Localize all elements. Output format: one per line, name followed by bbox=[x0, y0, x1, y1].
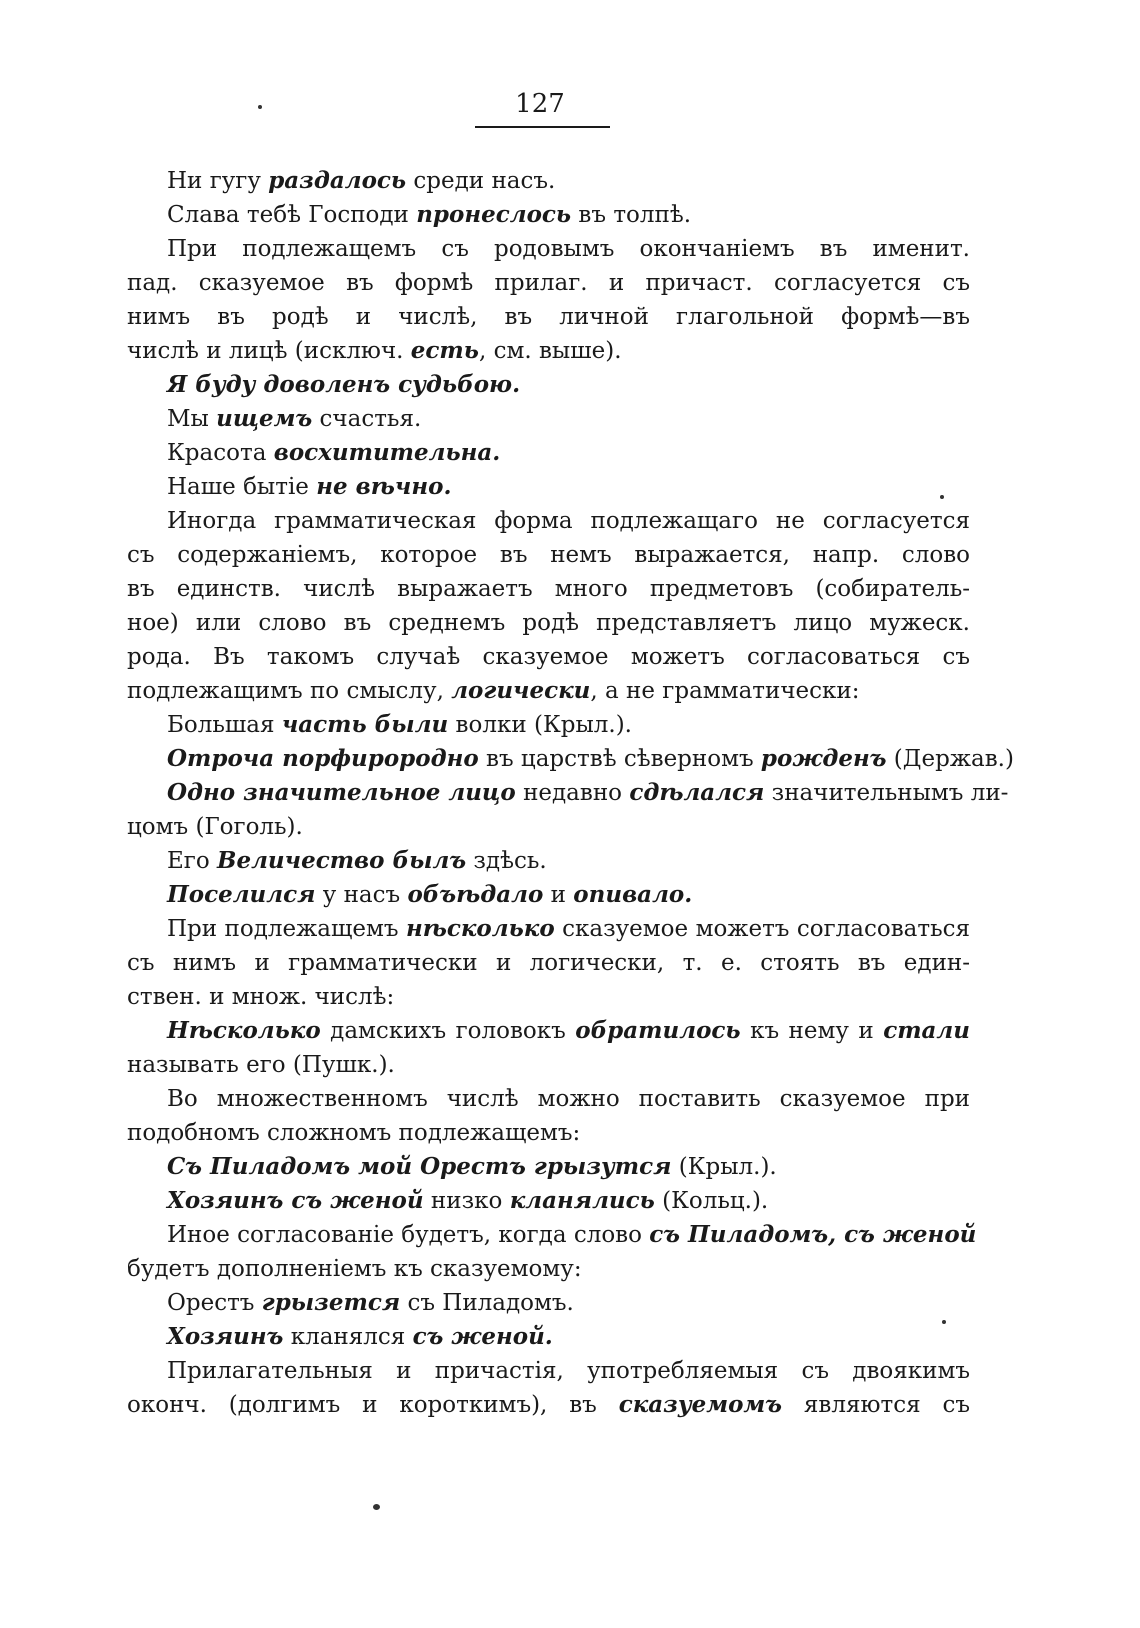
emphasized-text: ищемъ bbox=[216, 405, 313, 432]
text-line bbox=[127, 674, 970, 708]
text-run: и bbox=[543, 882, 574, 908]
emphasized-text: Я bbox=[167, 371, 196, 398]
text-run: Наше бытiе bbox=[167, 474, 317, 500]
emphasized-text: восхитительна. bbox=[273, 439, 501, 466]
text-run: При подлежащемъ съ родовымъ окончанiемъ въ именит. bbox=[167, 236, 970, 262]
text-run: Прилагательныя и причастiя, употребляемыя съ двоякимъ bbox=[167, 1358, 970, 1384]
text-line bbox=[127, 1048, 970, 1082]
text-line bbox=[127, 810, 970, 844]
text-run: Иногда грамматическая форма подлежащаго не согласуется bbox=[167, 508, 970, 534]
text-run: Орестъ bbox=[167, 1290, 262, 1316]
page-number: 127 bbox=[515, 89, 565, 119]
emphasized-text: Поселился bbox=[167, 881, 316, 908]
text-line bbox=[127, 334, 970, 368]
text-run: съ Пиладомъ. bbox=[400, 1290, 574, 1316]
emphasized-text: съ женой. bbox=[412, 1323, 553, 1350]
emphasized-text: пронеслось bbox=[416, 201, 572, 228]
text-line bbox=[127, 300, 970, 334]
text-line bbox=[127, 402, 970, 436]
text-run: Ни гугу bbox=[167, 168, 269, 194]
emphasized-text: Нѣсколько bbox=[167, 1017, 321, 1044]
text-line bbox=[127, 606, 970, 640]
text-run: съ содержанiемъ, которое въ немъ выражается, напр. слово bbox=[127, 542, 970, 568]
text-line bbox=[127, 1116, 970, 1150]
text-run: значительнымъ ли- bbox=[764, 780, 1009, 806]
text-run: съ нимъ и грамматически и логически, т. е. стоять въ един- bbox=[127, 950, 970, 976]
text-line bbox=[127, 1014, 970, 1048]
text-line bbox=[127, 1286, 970, 1320]
emphasized-text: раздалось bbox=[268, 167, 407, 194]
emphasized-text: опивало. bbox=[573, 881, 693, 908]
text-line bbox=[127, 368, 970, 402]
emphasized-text: рожденъ bbox=[760, 745, 887, 772]
text-line bbox=[127, 198, 970, 232]
text-run: сказуемое можетъ согласоваться bbox=[554, 916, 970, 942]
text-run: среди насъ. bbox=[406, 168, 556, 194]
print-speck bbox=[940, 495, 944, 499]
text-line bbox=[127, 1354, 970, 1388]
text-run: подобномъ сложномъ подлежащемъ: bbox=[127, 1120, 581, 1146]
emphasized-text: Съ Пиладомъ мой Орестъ грызутся bbox=[167, 1153, 672, 1180]
text-line bbox=[127, 776, 1009, 810]
emphasized-text: съ Пиладомъ, съ женой bbox=[649, 1221, 977, 1248]
text-run: (Крыл.). bbox=[671, 1154, 777, 1180]
emphasized-text: логически bbox=[451, 677, 591, 704]
text-run: у насъ bbox=[315, 882, 408, 908]
text-run: цомъ (Гоголь). bbox=[127, 814, 303, 840]
text-run: Мы bbox=[167, 406, 217, 432]
emphasized-text: есть bbox=[410, 337, 479, 364]
emphasized-text: кланялись bbox=[509, 1187, 655, 1214]
text-run: дамскихъ головокъ bbox=[320, 1018, 576, 1044]
emphasized-text: обратилось bbox=[575, 1017, 741, 1044]
text-line bbox=[127, 946, 970, 980]
text-line bbox=[127, 912, 970, 946]
emphasized-text: Одно значительное лицо bbox=[167, 779, 516, 806]
text-line bbox=[127, 232, 970, 266]
text-run: оконч. (долгимъ и короткимъ), въ bbox=[127, 1392, 619, 1418]
text-run: Его bbox=[167, 848, 217, 874]
text-line bbox=[127, 1082, 970, 1116]
text-run: ное) или слово въ среднемъ родѣ представляетъ лицо мужеск. bbox=[127, 610, 970, 636]
text-run: здѣсь. bbox=[466, 848, 547, 874]
emphasized-text: стали bbox=[883, 1017, 970, 1044]
text-run: называть его (Пушк.). bbox=[127, 1052, 395, 1078]
emphasized-text: Хозяинъ съ женой bbox=[167, 1187, 424, 1214]
text-line bbox=[127, 436, 970, 470]
text-run: ствен. и множ. числѣ: bbox=[127, 984, 395, 1010]
text-line bbox=[127, 742, 1014, 776]
text-line bbox=[127, 572, 970, 606]
text-line bbox=[127, 1218, 977, 1252]
text-line bbox=[127, 640, 970, 674]
emphasized-text: часть были bbox=[281, 711, 449, 738]
page-number-rule bbox=[475, 126, 610, 128]
text-run: подлежащимъ по смыслу, bbox=[127, 678, 452, 704]
page-body-text bbox=[127, 164, 1014, 1422]
print-speck bbox=[942, 1320, 946, 1324]
text-line bbox=[127, 980, 970, 1014]
text-run: Большая bbox=[167, 712, 282, 738]
text-run: кланялся bbox=[283, 1324, 413, 1350]
text-line bbox=[127, 538, 970, 572]
text-line bbox=[127, 878, 970, 912]
emphasized-text: не вѣчно. bbox=[316, 473, 452, 500]
emphasized-text: грызется bbox=[261, 1289, 401, 1316]
text-run: (Держав.) bbox=[886, 746, 1014, 772]
text-line bbox=[127, 266, 970, 300]
emphasized-text: нѣсколько bbox=[405, 915, 555, 942]
text-run: Иное согласованiе будетъ, когда слово bbox=[167, 1222, 650, 1248]
text-run: низко bbox=[423, 1188, 510, 1214]
emphasized-text: сдѣлался bbox=[629, 779, 765, 806]
text-line bbox=[127, 1320, 970, 1354]
text-run: въ толпѣ. bbox=[571, 202, 692, 228]
text-run: въ единств. числѣ выражаетъ много предметовъ (собиратель- bbox=[127, 576, 970, 602]
text-line bbox=[127, 1388, 970, 1422]
text-run: пад. сказуемое въ формѣ прилаг. и причаст. согласуется съ bbox=[127, 270, 970, 296]
text-run: Красота bbox=[167, 440, 274, 466]
text-line bbox=[127, 1184, 970, 1218]
text-run: нимъ въ родѣ и числѣ, въ личной глагольной формѣ—въ bbox=[127, 304, 970, 330]
text-line bbox=[127, 844, 970, 878]
emphasized-text: Отроча порфирородно bbox=[167, 745, 479, 772]
text-line bbox=[127, 708, 970, 742]
emphasized-text: буду доволенъ судьбою. bbox=[195, 371, 521, 398]
text-run: счастья. bbox=[312, 406, 422, 432]
text-line bbox=[127, 1150, 970, 1184]
text-run: являются съ bbox=[782, 1392, 970, 1418]
text-run: При подлежащемъ bbox=[167, 916, 406, 942]
emphasized-text: объѣдало bbox=[407, 881, 544, 908]
text-run: волки (Крыл.). bbox=[448, 712, 632, 738]
text-line bbox=[127, 164, 970, 198]
text-line bbox=[127, 470, 970, 504]
text-run: , а не грамматически: bbox=[590, 678, 860, 704]
text-run: рода. Въ такомъ случаѣ сказуемое можетъ согласоваться съ bbox=[127, 644, 970, 670]
text-run: , см. выше). bbox=[478, 338, 622, 364]
text-run: недавно bbox=[515, 780, 630, 806]
emphasized-text: сказуемомъ bbox=[618, 1391, 783, 1418]
emphasized-text: Величество былъ bbox=[217, 847, 467, 874]
text-run: къ нему и bbox=[740, 1018, 884, 1044]
print-speck bbox=[373, 1504, 380, 1510]
text-run: (Кольц.). bbox=[654, 1188, 769, 1214]
emphasized-text: Хозяинъ bbox=[167, 1323, 284, 1350]
text-run: Во множественномъ числѣ можно поставить сказуемое при bbox=[167, 1086, 970, 1112]
text-line bbox=[127, 1252, 970, 1286]
text-line bbox=[127, 504, 970, 538]
text-run: числѣ и лицѣ (исключ. bbox=[127, 338, 411, 364]
print-speck bbox=[258, 105, 262, 109]
text-run: Слава тебѣ Господи bbox=[167, 202, 417, 228]
text-run: будетъ дополненiемъ къ сказуемому: bbox=[127, 1256, 582, 1282]
text-run: въ царствѣ сѣверномъ bbox=[478, 746, 761, 772]
